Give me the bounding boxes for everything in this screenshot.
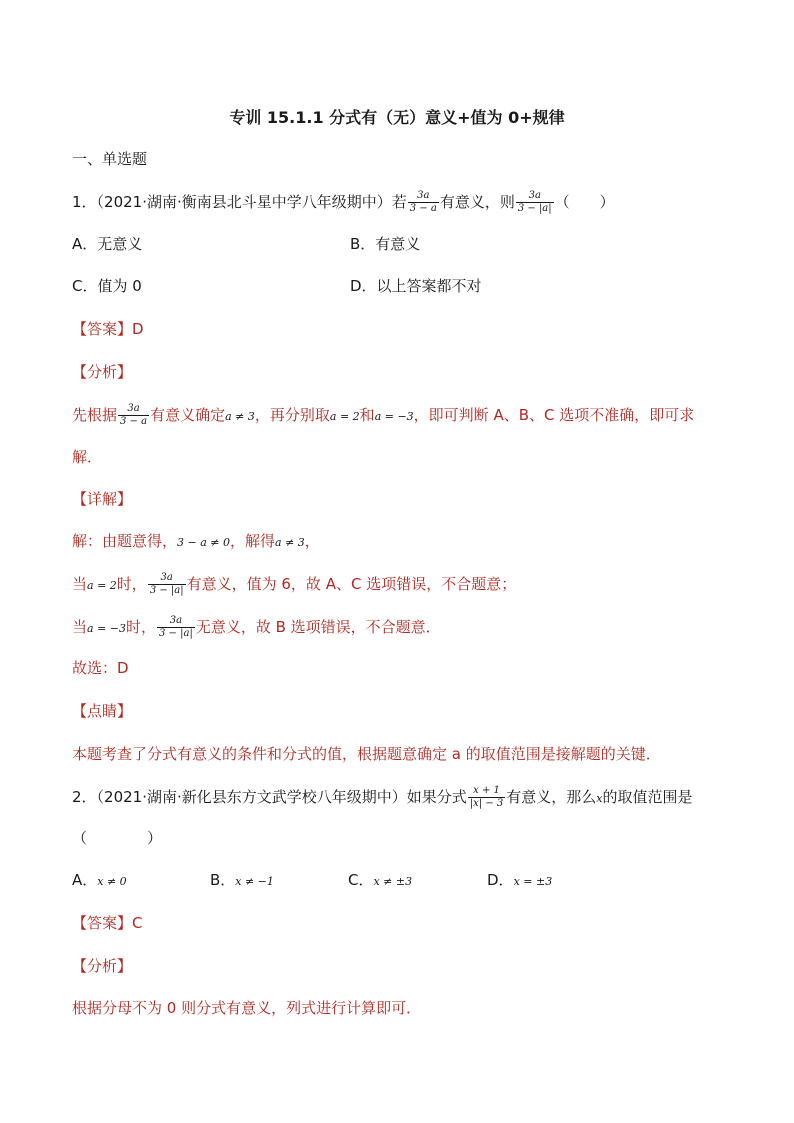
q1-frac2-denominator: 3 − |a| — [517, 203, 552, 214]
q1-d2-frac-numerator: 3a — [160, 572, 173, 583]
q1-frac1-numerator: 3a — [417, 190, 430, 201]
section-heading: 一、单选题 — [72, 150, 148, 168]
q1-frac1-denominator: 3 − a — [409, 203, 437, 214]
q1-stem-mid: 有意义，则 — [439, 193, 515, 211]
question-2-stem — [72, 785, 693, 810]
q1-d3-pre: 当 — [72, 618, 88, 636]
q2-frac-denominator: |x| − 3 — [469, 798, 504, 809]
q1-analysis-pre: 先根据 — [72, 406, 118, 424]
q1-analysis-math-1: a ≠ 3 — [225, 410, 255, 423]
q1-analysis-frac-denominator: 3 − a — [120, 416, 148, 427]
q1-d2-pre: 当 — [72, 575, 88, 593]
q1-d3-fraction — [157, 615, 195, 640]
q1-analysis-line-2: 解． — [72, 448, 103, 466]
question-1-stem — [72, 190, 615, 215]
q1-d2-end: 有意义，值为 6，故 A、C 选项错误，不合题意； — [186, 575, 517, 593]
q2-option-a-math: x ≠ 0 — [97, 875, 127, 888]
q2-option-c-math: x ≠ ±3 — [373, 875, 413, 888]
q2-option-a-label: A． — [72, 871, 98, 889]
q1-analysis-mid1: 有意义确定 — [150, 406, 226, 424]
q1-d2-math: a = 2 — [87, 579, 117, 592]
q1-detail-line-2 — [72, 572, 516, 597]
q1-d1-end: ， — [304, 532, 320, 550]
q1-detail-label: 【详解】 — [72, 490, 133, 508]
q1-option-a: A．无意义 — [72, 235, 143, 253]
q1-d1-pre: 解：由题意得， — [72, 532, 178, 550]
q1-d3-frac-denominator: 3 − |a| — [159, 628, 193, 639]
q1-option-c: C．值为 0 — [72, 277, 142, 295]
q1-frac2-numerator: 3a — [528, 190, 541, 201]
q1-analysis-mid3: 和 — [359, 406, 375, 424]
q1-detail-line-3 — [72, 615, 441, 640]
q2-stem-mid: 有意义，那么 — [506, 788, 597, 806]
q1-analysis-math-3: a = −3 — [374, 410, 414, 423]
q1-stem-suffix: （ ） — [554, 193, 615, 211]
q1-d3-end: 无意义，故 B 选项错误，不合题意． — [195, 618, 441, 636]
q1-fraction-1 — [408, 190, 439, 215]
q1-comment: 本题考查了分式有意义的条件和分式的值，根据题意确定 a 的取值范围是接解题的关键． — [72, 745, 661, 763]
q1-d1-math-2: a ≠ 3 — [275, 536, 305, 549]
q1-choice: 故选：D — [72, 659, 129, 677]
q1-detail-line-1 — [72, 530, 320, 554]
q2-analysis: 根据分母不为 0 则分式有意义，列式进行计算即可． — [72, 999, 422, 1017]
q1-comment-label: 【点睛】 — [72, 702, 133, 720]
q1-d3-mid: 时， — [126, 618, 157, 636]
q1-d1-mid: ，解得 — [230, 532, 276, 550]
q1-analysis-math-2: a = 2 — [329, 410, 360, 423]
q1-analysis-mid2: ，再分别取 — [254, 406, 330, 424]
q1-option-b: B．有意义 — [350, 235, 421, 253]
q1-analysis-mid4: ，即可判断 A、B、C 选项不准确，即可求 — [413, 406, 695, 424]
q1-answer: 【答案】D — [72, 320, 144, 338]
q1-analysis-frac-numerator: 3a — [127, 403, 140, 414]
page-title: 专训 15.1.1 分式有（无）意义+值为 0+规律 — [229, 108, 565, 127]
q2-option-a — [72, 869, 127, 893]
q2-paren: （ ） — [72, 829, 163, 847]
q2-answer: 【答案】C — [72, 914, 143, 932]
q1-d2-frac-denominator: 3 − |a| — [149, 585, 184, 596]
q1-option-d: D．以上答案都不对 — [350, 277, 482, 295]
q2-option-c — [348, 869, 412, 893]
q2-option-d — [487, 869, 552, 893]
q1-d3-math: a = −3 — [87, 622, 126, 635]
q2-option-d-label: D． — [487, 871, 514, 889]
q1-analysis-label: 【分析】 — [72, 363, 133, 381]
q2-frac-numerator: x + 1 — [473, 785, 500, 796]
q2-option-b-math: x ≠ −1 — [235, 875, 274, 888]
q1-d3-frac-numerator: 3a — [169, 615, 183, 626]
q2-variable: x — [596, 792, 603, 805]
q2-analysis-label: 【分析】 — [72, 957, 133, 975]
q2-option-d-math: x = ±3 — [513, 875, 553, 888]
q2-fraction — [468, 785, 505, 810]
q1-d2-mid: 时， — [116, 575, 147, 593]
q1-d1-math-1: 3 − a ≠ 0 — [177, 536, 230, 549]
q1-analysis-fraction — [118, 403, 149, 428]
q2-stem-prefix: 2．（2021·湖南·新化县东方文武学校八年级期中）如果分式 — [72, 788, 467, 806]
q1-fraction-2 — [516, 190, 554, 215]
q2-option-c-label: C． — [348, 871, 374, 889]
q2-stem-suffix: 的取值范围是 — [602, 788, 693, 806]
q1-analysis-line-1 — [72, 403, 694, 428]
q2-option-b — [210, 869, 274, 893]
q2-option-b-label: B． — [210, 871, 236, 889]
q1-d2-fraction — [148, 572, 186, 597]
q1-stem-prefix: 1．（2021·湖南·衡南县北斗星中学八年级期中）若 — [72, 193, 407, 211]
